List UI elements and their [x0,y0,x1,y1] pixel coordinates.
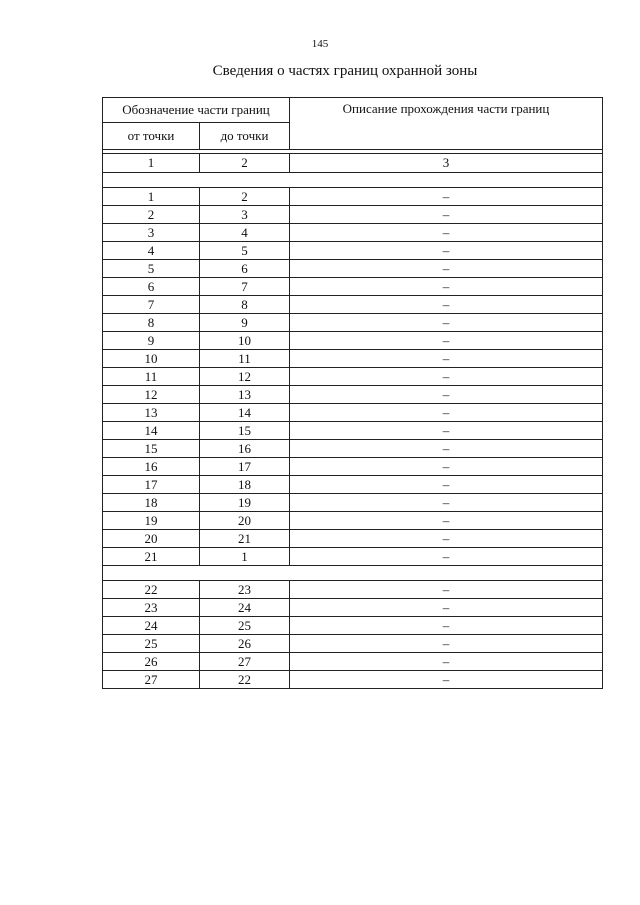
from-point-cell: 4 [103,242,200,260]
from-point-cell: 5 [103,260,200,278]
table-row [103,404,603,422]
table-row [103,671,603,689]
table-row [103,440,603,458]
to-point-cell: 27 [200,653,290,671]
to-point-cell: 6 [200,260,290,278]
section-separator-row [103,566,603,581]
description-cell: – [290,599,603,617]
table-row [103,278,603,296]
from-point-cell: 19 [103,512,200,530]
description-cell: – [290,617,603,635]
to-point-cell: 21 [200,530,290,548]
table-row [103,296,603,314]
column-number: 1 [103,154,200,173]
description-cell: – [290,512,603,530]
from-point-cell: 21 [103,548,200,566]
table-row [103,458,603,476]
to-point-cell: 2 [200,188,290,206]
description-cell: – [290,242,603,260]
table-row [103,386,603,404]
from-point-cell: 27 [103,671,200,689]
from-point-cell: 9 [103,332,200,350]
from-point-cell: 10 [103,350,200,368]
table-row [103,188,603,206]
table-row [103,653,603,671]
description-cell: – [290,224,603,242]
description-cell: – [290,494,603,512]
description-cell: – [290,530,603,548]
to-point-cell: 8 [200,296,290,314]
from-point-cell: 6 [103,278,200,296]
from-point-cell: 11 [103,368,200,386]
from-point-cell: 13 [103,404,200,422]
table-row [103,581,603,599]
description-cell: – [290,368,603,386]
from-point-cell: 22 [103,581,200,599]
to-point-cell: 3 [200,206,290,224]
page-number: 145 [311,38,329,50]
column-number: 2 [200,154,290,173]
header-group-label: Обозначение части границ [103,98,290,123]
to-point-cell: 19 [200,494,290,512]
table-row [103,635,603,653]
table-row [103,422,603,440]
to-point-cell: 18 [200,476,290,494]
table-row [103,332,603,350]
description-cell: – [290,404,603,422]
description-cell: – [290,188,603,206]
description-cell: – [290,476,603,494]
to-point-cell: 16 [200,440,290,458]
description-cell: – [290,548,603,566]
description-cell: – [290,458,603,476]
table-row [103,512,603,530]
table-row [103,548,603,566]
from-point-cell: 15 [103,440,200,458]
to-point-cell: 14 [200,404,290,422]
from-point-cell: 3 [103,224,200,242]
to-point-cell: 15 [200,422,290,440]
from-point-cell: 20 [103,530,200,548]
to-point-cell: 4 [200,224,290,242]
header-row-group [103,98,603,123]
from-point-cell: 14 [103,422,200,440]
from-point-cell: 24 [103,617,200,635]
from-point-cell: 8 [103,314,200,332]
to-point-cell: 10 [200,332,290,350]
description-cell: – [290,581,603,599]
table-row [103,599,603,617]
description-cell: – [290,260,603,278]
header-to-point: до точки [200,123,290,150]
to-point-cell: 23 [200,581,290,599]
from-point-cell: 25 [103,635,200,653]
to-point-cell: 26 [200,635,290,653]
description-cell: – [290,278,603,296]
to-point-cell: 20 [200,512,290,530]
from-point-cell: 7 [103,296,200,314]
from-point-cell: 23 [103,599,200,617]
table-row [103,494,603,512]
table-row [103,242,603,260]
from-point-cell: 1 [103,188,200,206]
to-point-cell: 12 [200,368,290,386]
to-point-cell: 13 [200,386,290,404]
header-description: Описание прохождения части границ [290,98,603,150]
from-point-cell: 16 [103,458,200,476]
from-point-cell: 18 [103,494,200,512]
to-point-cell: 5 [200,242,290,260]
table-row [103,260,603,278]
description-cell: – [290,635,603,653]
to-point-cell: 11 [200,350,290,368]
table-row [103,530,603,548]
table-row [103,617,603,635]
description-cell: – [290,350,603,368]
to-point-cell: 1 [200,548,290,566]
description-cell: – [290,314,603,332]
boundary-table [102,97,603,689]
from-point-cell: 26 [103,653,200,671]
document-title: Сведения о частях границ охранной зоны [212,63,478,79]
table-row [103,368,603,386]
to-point-cell: 25 [200,617,290,635]
table-row [103,476,603,494]
header-from-point: от точки [103,123,200,150]
description-cell: – [290,671,603,689]
from-point-cell: 17 [103,476,200,494]
to-point-cell: 22 [200,671,290,689]
table-row [103,224,603,242]
to-point-cell: 17 [200,458,290,476]
table-row [103,206,603,224]
from-point-cell: 12 [103,386,200,404]
description-cell: – [290,386,603,404]
table-row [103,314,603,332]
column-numbers-row [103,154,603,173]
to-point-cell: 7 [200,278,290,296]
to-point-cell: 9 [200,314,290,332]
description-cell: – [290,332,603,350]
description-cell: – [290,653,603,671]
table-row [103,350,603,368]
description-cell: – [290,440,603,458]
from-point-cell: 2 [103,206,200,224]
section-separator-row [103,173,603,188]
description-cell: – [290,422,603,440]
description-cell: – [290,206,603,224]
column-number: 3 [290,154,603,173]
to-point-cell: 24 [200,599,290,617]
description-cell: – [290,296,603,314]
